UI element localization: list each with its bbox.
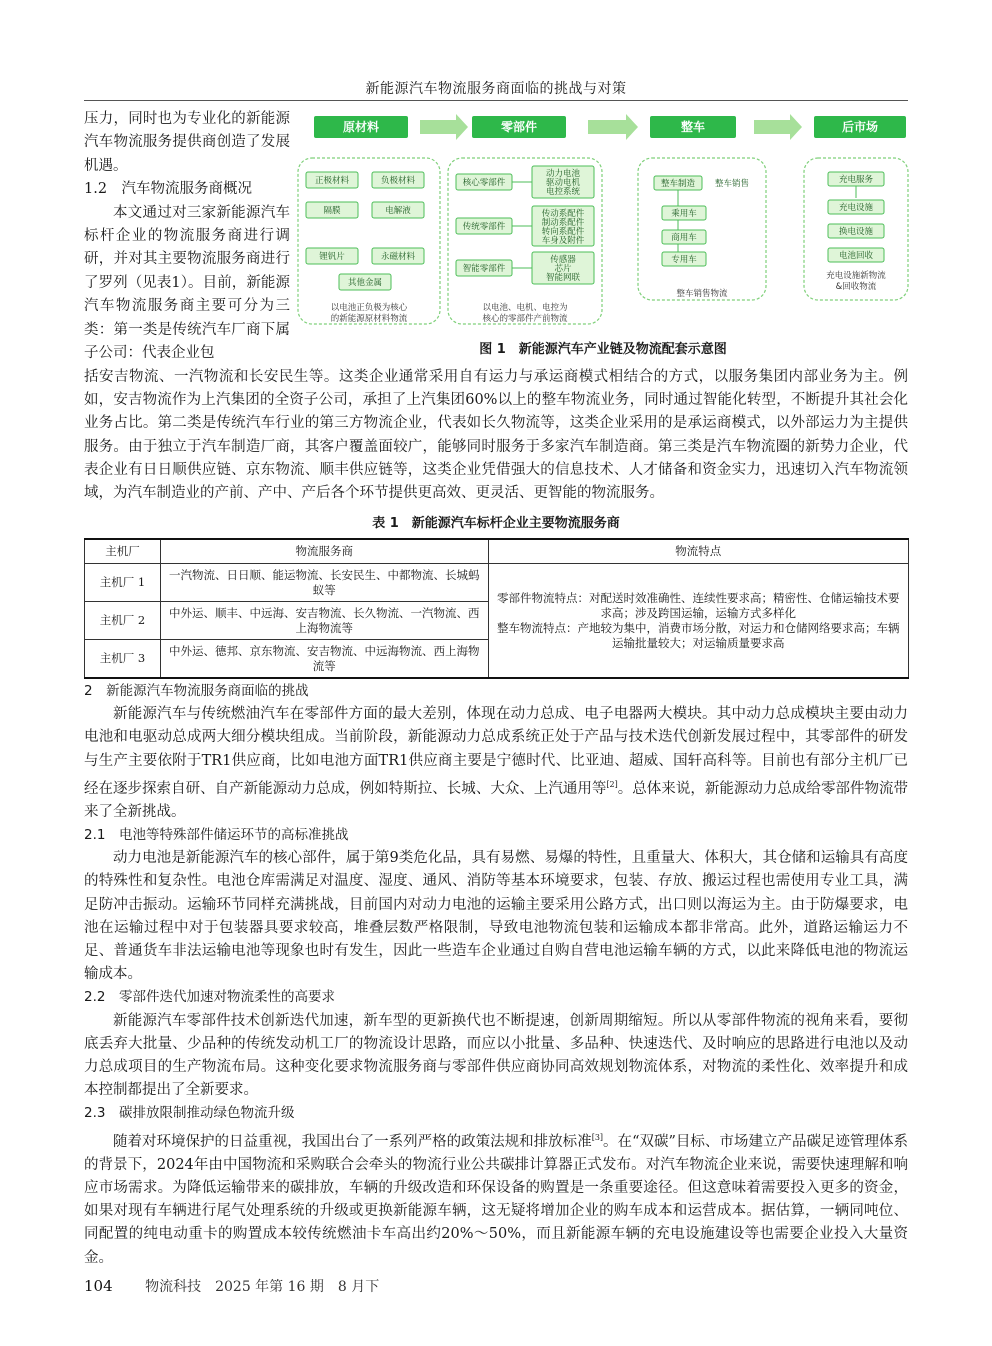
arrow-icon: [420, 114, 468, 140]
components-footer-line: 以电池、电机、电控为: [482, 303, 568, 313]
header-rule: [84, 100, 908, 101]
vehicle-type-label: 商用车: [671, 233, 697, 243]
paragraph-section-2-1: 动力电池是新能源汽车的核心部件，属于第9类危化品，具有易燃、易爆的特性，且重量大、体积大，其仓储和运输具有高度的特殊性和复杂性。电池仓库需满足对温度、湿度、通风、消防等基本环境要求，包装、存放、搬运过程也需使用专业工具，满足防冲击振动。运输环节同样充满挑战，目前国内对动力电池的运输主要采用公路方式，出口则以海运为主。由于防爆要求，电池在运输过程中对于包装器具要求较高，堆叠层数严格限制，导致电池物流包装和运输成本都非常高。此外，道路运输运力不足、普通货车非法运输电池等现象也时有发生，因此一些造车企业通过自购自营电池运输车辆的方式，以此来降低电池的物流运输成本。: [84, 850, 908, 983]
providers-cell: 一汽物流、日日顺、能运物流、长安民生、中都物流、长城蚂蚁等: [160, 564, 488, 602]
page-footer: [84, 1276, 379, 1296]
oem-cell: 主机厂 1: [85, 564, 161, 602]
paragraph-provider-types: 括安吉物流、一汽物流和长安民生等。这类企业通常采用自有运力与承运商模式相结合的方式，以服务集团内部业务为主。例如，安吉物流作为上汽集团的全资子公司，承担了上汽集团60%以上的整车物流业务，同时通过智能化转型，不断提升其社会化业务占比。第二类是传统汽车行业的第三方物流企业，代表如长久物流等，这类企业采用的是承运商模式，以外部运力为主提供服务。由于独立于汽车制造厂商，其客户覆盖面较广，能够同时服务于多家汽车制造商。第三类是汽车物流圈的新势力企业，代表企业有日日顺供应链、京东物流、顺丰供应链等，这类企业凭借强大的信息技术、人才储备和资金实力，迅速切入汽车物流领域，为汽车制造业的产前、产中、产后各个环节提供更高效、更灵活、更智能的物流服务。: [84, 369, 908, 502]
raw-material-label: 电解液: [385, 206, 411, 216]
component-detail-line: 电控系统: [545, 187, 581, 197]
component-detail-line: 转向系配件: [541, 227, 585, 237]
arrow-icon: [588, 114, 638, 140]
paragraph-intro: 本文通过对三家新能源汽车标杆企业的物流服务商进行调研，并对其主要物流服务商进行了罗列（见表1）。目前，新能源汽车物流服务商主要可分为三类：第一类是传统汽车厂商下属子公司：代表企业包: [84, 204, 290, 362]
aftermarket-item-label: 换电设施: [838, 227, 874, 237]
figure-caption: 图 1 新能源汽车产业链及物流配套示意图: [479, 342, 727, 357]
page-number: 104: [84, 1277, 113, 1295]
table-header-row: [85, 539, 909, 564]
component-detail-line: 制动系配件: [541, 218, 585, 228]
component-detail-line: 车身及附件: [541, 236, 585, 246]
aftermarket-footer-line: &回收物流: [835, 282, 877, 292]
raw-material-label: 锂钒片: [319, 252, 345, 262]
paragraph-text: 随着对环境保护的日益重视，我国出台了一系列严格的政策法规和排放标准: [113, 1133, 592, 1150]
citation-ref: [2]: [606, 779, 618, 789]
paragraph-text: 。在“双碳”目标、市场建立产品碳足迹管理体系的背景下，2024年由中国物流和采购联合会牵头的物流行业公共碳排计算器正式发布。对汽车物流企业来说，需要快速理解和响应市场需求。为降低运输带来的碳排放，车辆的升级改造和环保设备的购置是一条重要途径。但这意味着需要投入更多的资金，如果对现有车辆进行尾气处理系统的升级或更换新能源车辆，这无疑将增加企业的购车成本和运营成本。据估算，一辆同吨位、同配置的纯电动重卡的购置成本较传统燃油卡车高出约20%～50%，而且新能源车辆的充电设施建设等也需要企业投入大量资金。: [84, 1133, 909, 1266]
component-detail-line: 传感器: [550, 255, 576, 265]
oem-cell: 主机厂 2: [85, 602, 161, 640]
component-group-label: 智能零部件: [462, 264, 506, 274]
component-group-label: 传统零部件: [462, 222, 506, 232]
section-heading-2-2: 2.2 零部件迭代加速对物流柔性的高要求: [84, 989, 335, 1006]
vehicle-type-label: 乘用车: [671, 209, 697, 219]
table-header-cell: 物流服务商: [160, 539, 488, 564]
paragraph-section-2-2: 新能源汽车零部件技术创新迭代加速，新车型的更新换代也不断提速，创新周期缩短。所以从零部件物流的视角来看，要彻底丢弃大批量、少品种的传统发动机工厂的物流设计思路，而应以小批量、多品种、快速迭代、及时响应的思路进行电池以及动力总成项目的生产物流布局。这种变化要求物流服务商与零部件供应商协同高效规划物流体系，对物流的柔性化、效率提升和成本控制都提出了全新要求。: [84, 1012, 908, 1099]
raw-materials-footer-line: 以电池正负极为核心: [330, 303, 408, 313]
raw-material-label: 其他金属: [347, 278, 383, 288]
left-column: [84, 108, 290, 365]
table-1: [84, 538, 909, 679]
stage-label-raw-materials: 原材料: [342, 120, 380, 134]
aftermarket-item-label: 充电设施: [838, 203, 874, 213]
component-group-label: 核心零部件: [462, 178, 506, 188]
vehicle-type-label: 专用车: [671, 255, 697, 265]
table-title: 表 1 新能源汽车标杆企业主要物流服务商: [372, 516, 620, 531]
providers-cell: 中外运、德邦、京东物流、安吉物流、中远海物流、西上海物流等: [160, 640, 488, 679]
raw-materials-footer-line: 的新能源原材料物流: [330, 314, 408, 324]
paragraph-text: 新能源汽车与传统燃油汽车在零部件方面的最大差别，体现在动力总成、电子电器两大模块。其中动力总成模块主要由动力电池和电驱动总成两大细分模块组成。当前阶段，新能源动力总成系统正处于产品与技术迭代创新发展过程中，其零部件的研发与生产主要依附于TR1供应商，比如电池方面TR1供应商主要是宁德时代、比亚迪、超威、国轩高科等。目前也有部分主机厂已经在逐步探索自研、自产新能源动力总成，例如特斯拉、长城、大众、上汽通用等: [84, 706, 908, 797]
aftermarket-item-label: 电池回收: [838, 251, 874, 261]
vehicle-top-label: 整车销售: [714, 179, 750, 189]
stage-label-aftermarket: 后市场: [841, 120, 879, 134]
section-heading-1-2: 1.2 汽车物流服务商概况: [84, 181, 253, 198]
oem-cell: 主机厂 3: [85, 640, 161, 679]
figure-1-supply-chain-diagram: [296, 110, 910, 334]
stage-label-components: 零部件: [500, 120, 538, 134]
components-footer-line: 核心的零部件产前物流: [482, 314, 568, 324]
paragraph-section-2-3: [84, 1126, 908, 1270]
providers-cell: 中外运、顺丰、中远海、安吉物流、长久物流、一汽物流、西上海物流等: [160, 602, 488, 640]
arrow-icon: [754, 114, 802, 140]
citation-ref: [3]: [591, 1132, 604, 1142]
component-detail-line: 驱动电机: [545, 178, 581, 188]
running-head: 新能源汽车物流服务商面临的挑战与对策: [365, 81, 627, 97]
section-heading-2-3: 2.3 碳排放限制推动绿色物流升级: [84, 1105, 295, 1122]
component-detail-line: 传动系配件: [541, 209, 585, 219]
aftermarket-footer-line: 充电设施新物流: [826, 271, 886, 281]
raw-material-label: 隔膜: [323, 206, 341, 216]
stage-label-vehicle: 整车: [680, 120, 706, 134]
table-header-cell: 主机厂: [85, 539, 161, 564]
vehicle-footer: 整车销售物流: [676, 289, 728, 299]
paragraph-text: 。总体来说，新能源动力总成给零部件物流带来了全新挑战。: [84, 780, 908, 820]
paragraph-continued: 压力，同时也为专业化的新能源汽车物流服务提供商创造了发展机遇。: [84, 111, 290, 174]
section-heading-2-1: 2.1 电池等特殊部件储运环节的高标准挑战: [84, 827, 349, 844]
paragraph-section-2: [84, 703, 908, 824]
raw-material-label: 永磁材料: [380, 252, 416, 262]
table-header-cell: 物流特点: [488, 539, 908, 564]
component-detail-line: 智能网联: [545, 273, 581, 283]
journal-info: 物流科技 2025 年第 16 期 8 月下: [145, 1279, 380, 1295]
component-detail-line: 芯片: [554, 264, 572, 274]
section-2-block: [84, 680, 908, 1270]
raw-material-label: 负极材料: [380, 176, 416, 186]
vehicle-top-label: 整车制造: [660, 179, 696, 189]
features-cell: 零部件物流特点：对配送时效准确性、连续性要求高；精密性、仓储运输技术要求高；涉及跨国运输，运输方式多样化 整车物流特点：产地较为集中，消费市场分散，对运力和仓储网络要求高；车辆运输批量较大；对运输质量要求高: [488, 564, 908, 679]
component-detail-line: 动力电池: [545, 169, 581, 179]
table-row: [85, 564, 909, 602]
section-heading-2: 2 新能源汽车物流服务商面临的挑战: [84, 683, 309, 699]
aftermarket-top-label: 充电服务: [838, 175, 874, 185]
body-paragraph-1: [84, 366, 908, 505]
raw-material-label: 正极材料: [314, 176, 350, 186]
